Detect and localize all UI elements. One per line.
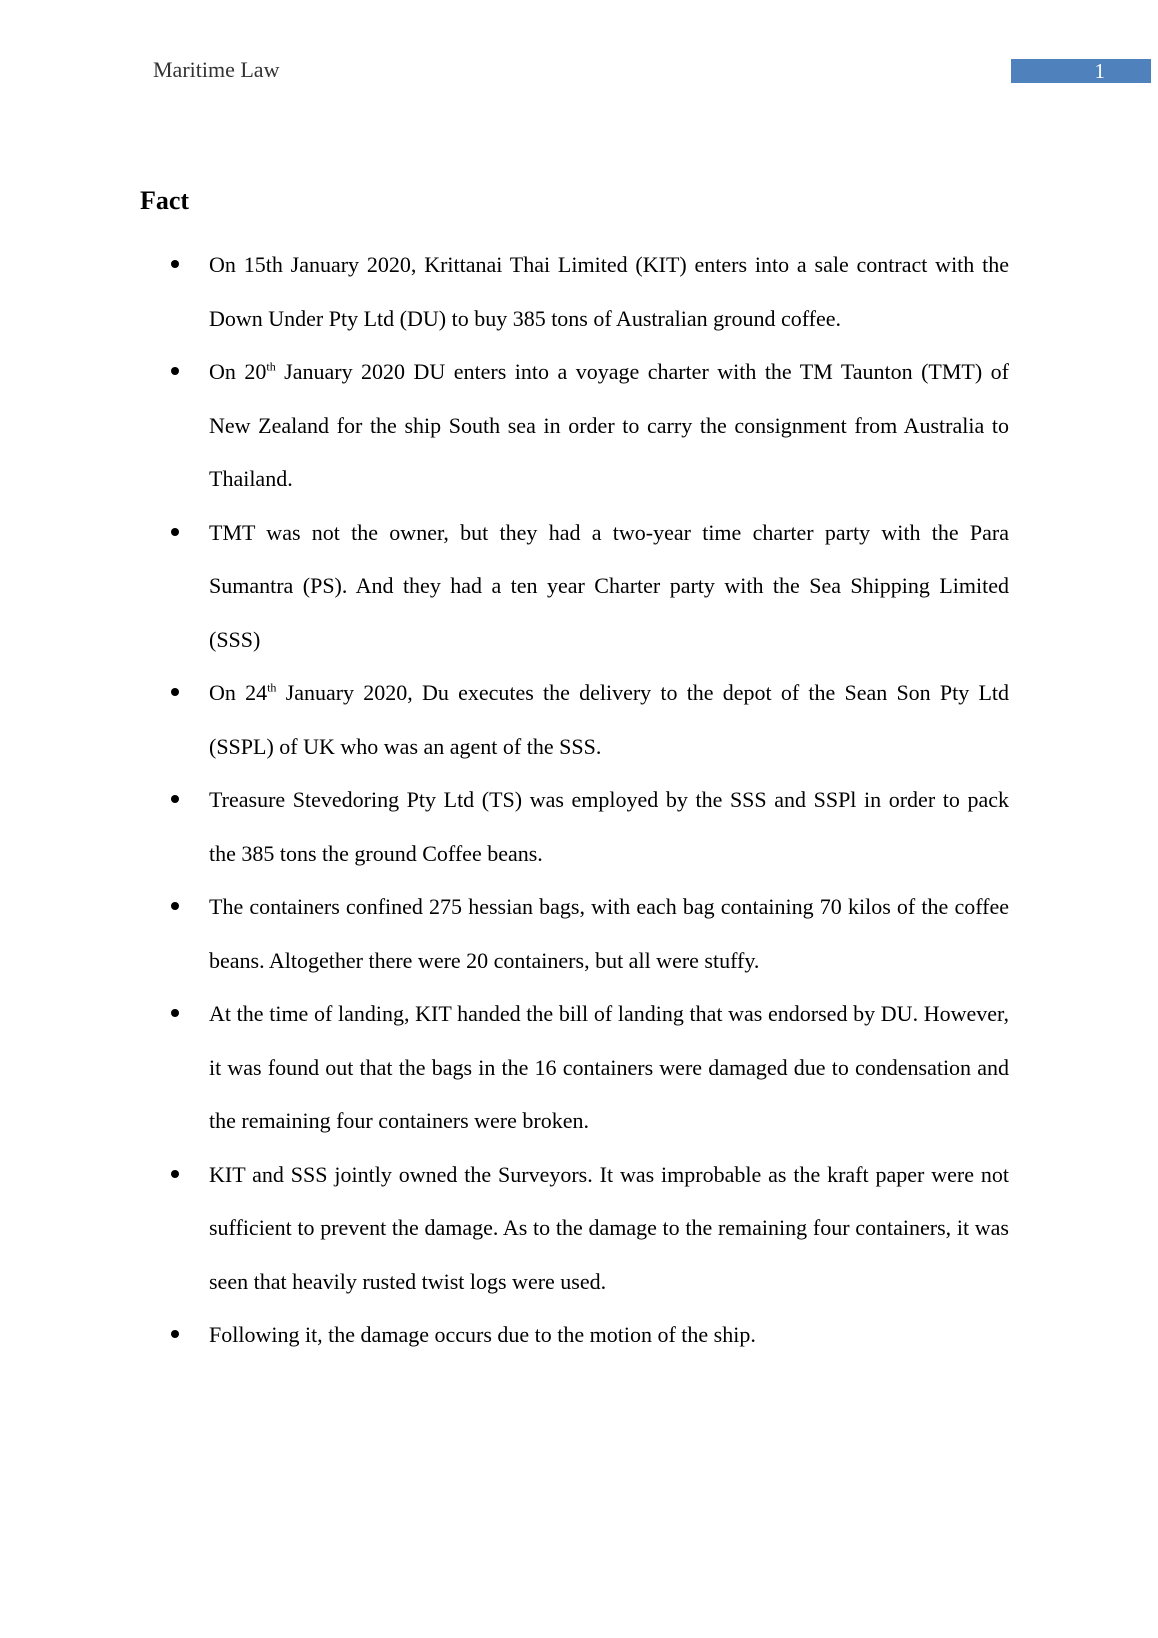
fact-text: KIT and SSS jointly owned the Surveyors. It was improbable as the kraft paper were not sufficient to prevent the damage. As to the damage to the remaining four containers, it was seen that heavily rusted twist logs were used. bbox=[209, 1161, 1009, 1294]
fact-item bbox=[171, 1308, 1009, 1362]
fact-text-rest: January 2020 DU enters into a voyage charter with the TM Taunton (TMT) of New Zealand for the ship South sea in order to carry the consignment from Australia to Thailand. bbox=[209, 359, 1009, 491]
fact-text bbox=[209, 680, 1009, 759]
fact-text: Treasure Stevedoring Pty Ltd (TS) was employed by the SSS and SSPl in order to pack the 385 tons the ground Coffee beans. bbox=[209, 787, 1009, 866]
page-number-bar bbox=[1011, 59, 1151, 83]
fact-item bbox=[171, 666, 1009, 773]
bullet-icon bbox=[171, 688, 179, 696]
section-heading: Fact bbox=[140, 186, 190, 215]
fact-item bbox=[171, 506, 1009, 667]
bullet-icon bbox=[171, 260, 179, 268]
fact-item bbox=[171, 773, 1009, 880]
bullet-icon bbox=[171, 1009, 179, 1017]
fact-item bbox=[171, 345, 1009, 506]
bullet-icon bbox=[171, 1330, 179, 1338]
fact-text-lead: On 24 bbox=[209, 680, 268, 705]
bullet-icon bbox=[171, 528, 179, 536]
fact-text bbox=[209, 359, 1009, 491]
bullet-icon bbox=[171, 902, 179, 910]
fact-item bbox=[171, 238, 1009, 345]
fact-text: TMT was not the owner, but they had a two-year time charter party with the Para Sumantra (PS). And they had a ten year Charter party with the Sea Shipping Limited (SSS) bbox=[209, 519, 1009, 652]
header-title: Maritime Law bbox=[153, 57, 280, 82]
bullet-icon bbox=[171, 1170, 179, 1178]
bullet-icon bbox=[171, 367, 179, 375]
bullet-icon bbox=[171, 795, 179, 803]
ordinal-suffix: th bbox=[267, 680, 277, 695]
fact-text: Following it, the damage occurs due to the motion of the ship. bbox=[209, 1322, 756, 1347]
fact-text: On 15th January 2020, Krittanai Thai Limited (KIT) enters into a sale contract with the Down Under Pty Ltd (DU) to buy 385 tons of Australian ground coffee. bbox=[209, 252, 1009, 331]
page-number: 1 bbox=[1094, 59, 1105, 83]
fact-text: At the time of landing, KIT handed the bill of landing that was endorsed by DU. However, it was found out that the bags in the 16 containers were damaged due to condensation and the remaining four containers were broken. bbox=[209, 1001, 1009, 1133]
fact-list bbox=[171, 238, 1009, 1362]
fact-item bbox=[171, 1148, 1009, 1309]
fact-text-lead: On 20 bbox=[209, 359, 267, 384]
fact-text: The containers confined 275 hessian bags, with each bag containing 70 kilos of the coffee beans. Altogether there were 20 containers, but all were stuffy. bbox=[209, 894, 1009, 973]
fact-item bbox=[171, 880, 1009, 987]
ordinal-suffix: th bbox=[266, 359, 276, 374]
fact-text-rest: January 2020, Du executes the delivery to the depot of the Sean Son Pty Ltd (SSPL) of UK who was an agent of the SSS. bbox=[209, 680, 1009, 759]
fact-item bbox=[171, 987, 1009, 1148]
